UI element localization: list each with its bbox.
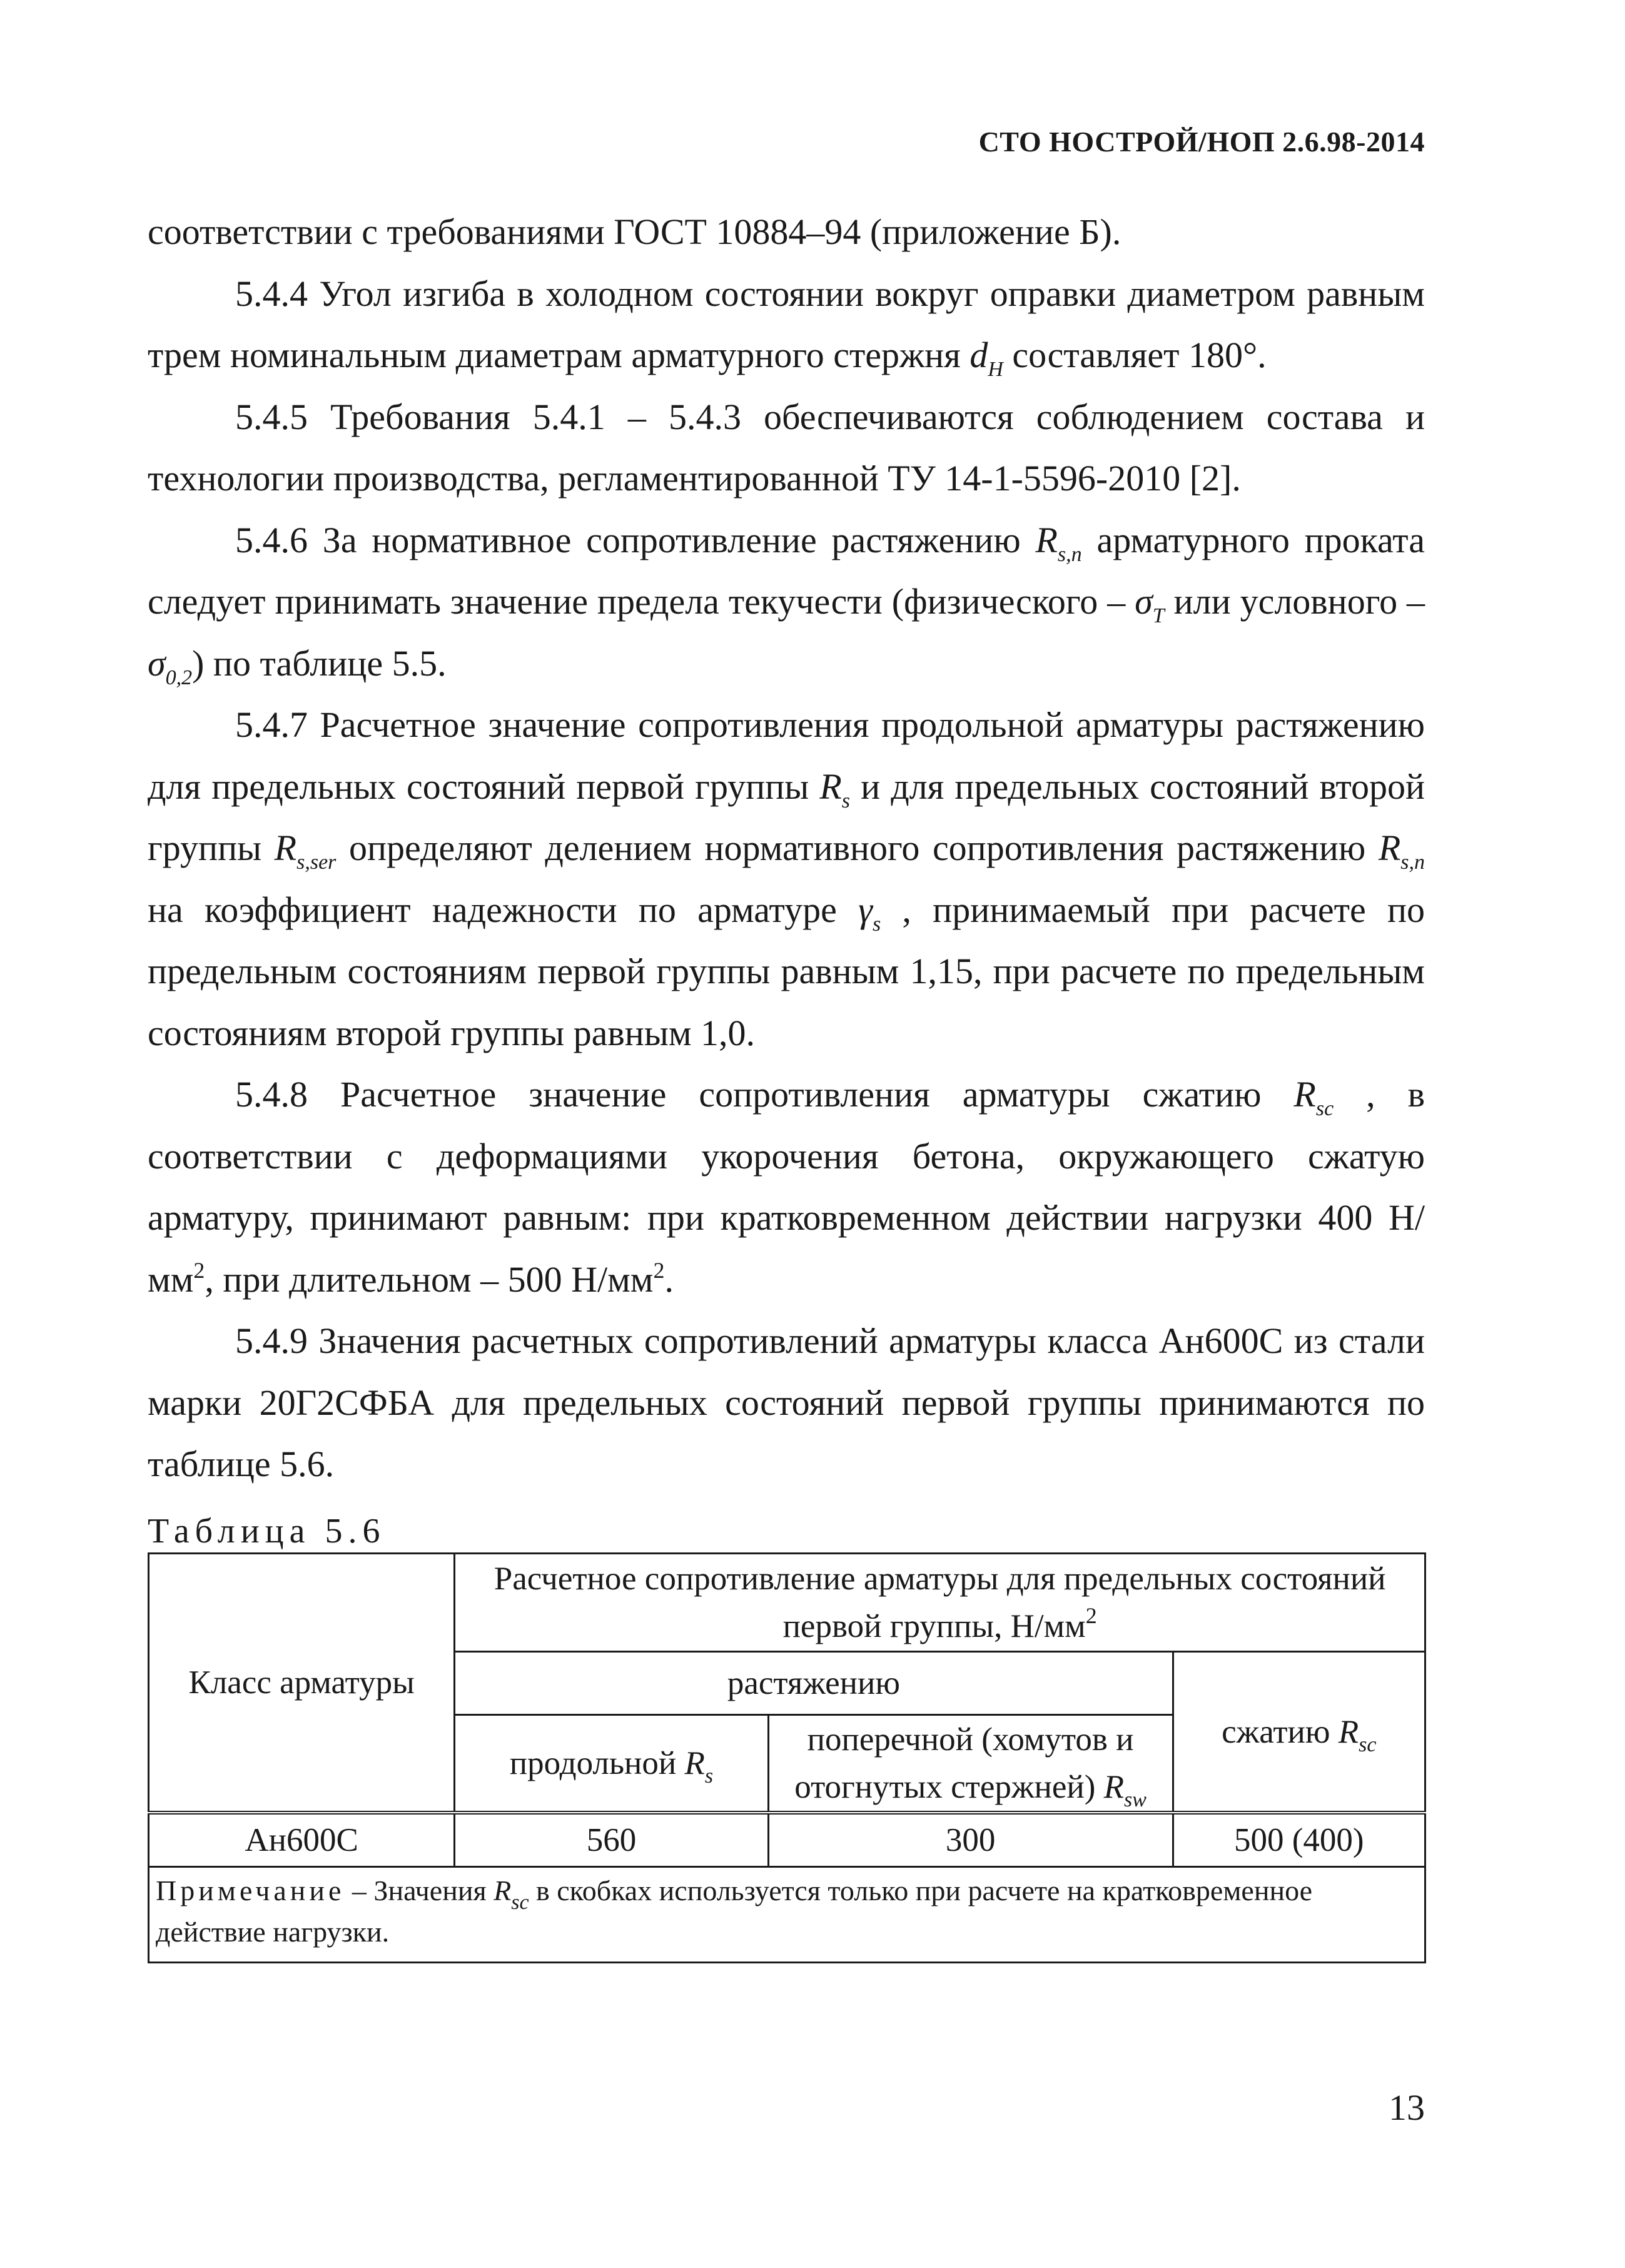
header-class: Класс арматуры (149, 1554, 455, 1813)
paragraph-5-4-6: 5.4.6 За нормативное сопротивление растяжению $R_{s,n}$ арматурного проката следует принимать значение предела текучести (физического – $\sigma_T$ или условного – $\sigma_{0,2}$) по таблице 5.5. (148, 519, 1425, 689)
page-number: 13 (1389, 2087, 1425, 2128)
paragraph-5-4-5: 5.4.5 Требования 5.4.1 – 5.4.3 обеспечиваются соблюдением состава и технологии производства, регламентированной ТУ 14-1-5596-2010 [2]. (148, 396, 1425, 499)
table-caption: Таблица 5.6 (148, 1512, 386, 1551)
cell-longitudinal: 560 (455, 1813, 768, 1867)
body-text (148, 201, 1425, 1496)
header-longitudinal: продольной $R_s$ (455, 1715, 768, 1813)
table-note: Примечание – Значения $R_{sc}$ в скобках используется только при расчете на кратковременное действие нагрузки. (149, 1867, 1425, 1963)
table-note-row (149, 1867, 1425, 1963)
cell-class: Ан600С (149, 1813, 455, 1867)
document-code-header: СТО НОСТРОЙ/НОП 2.6.98-2014 (978, 126, 1425, 158)
cell-compression: 500 (400) (1173, 1813, 1425, 1867)
paragraph-continuation: соответствии с требованиями ГОСТ 10884–94 (приложение Б). (148, 211, 1121, 252)
table-header-row (149, 1554, 1425, 1652)
header-compression: сжатию $R_{sc}$ (1173, 1652, 1425, 1813)
header-tension: растяжению (455, 1652, 1173, 1715)
resistance-table (148, 1552, 1426, 1963)
paragraph-5-4-7: 5.4.7 Расчетное значение сопротивления продольной арматуры растяжению для предельных состояний первой группы $R_s$ и для предельных состояний второй группы $R_{s,ser}$ определяют делением нормативного сопротивления растяжению $R_{s,n}$ на коэффициент надежности по арматуре $\gamma_s$ , принимаемый при расчете по предельным состояниям первой группы равным 1,15, при расчете по предельным состояниям второй группы равным 1,0. (148, 704, 1425, 1053)
header-transverse: поперечной (хомутов и отогнутых стержней) $R_{sw}$ (768, 1715, 1173, 1813)
cell-transverse: 300 (768, 1813, 1173, 1867)
paragraph-5-4-8: 5.4.8 Расчетное значение сопротивления арматуры сжатию $R_{sc}$ , в соответствии с деформациями укорочения бетона, окружающего сжатую арматуру, принимают равным: при кратковременном действии нагрузки 400 $Н/мм^2$, при длительном – 500 $Н/мм^2$. (148, 1074, 1425, 1300)
diameter-symbol: d (969, 335, 988, 375)
paragraph-5-4-4: 5.4.4 Угол изгиба в холодном состоянии вокруг оправки диаметром равным трем номинальным диаметрам арматурного стержня $d_H$ составляет 180°. (148, 273, 1425, 381)
table-row (149, 1813, 1425, 1867)
paragraph-5-4-9: 5.4.9 Значения расчетных сопротивлений арматуры класса Ан600С из стали марки 20Г2СФБА для предельных состояний первой группы принимаются по таблице 5.6. (148, 1320, 1425, 1484)
header-group: Расчетное сопротивление арматуры для предельных состояний первой группы, $Н/мм^2$ (455, 1554, 1425, 1652)
